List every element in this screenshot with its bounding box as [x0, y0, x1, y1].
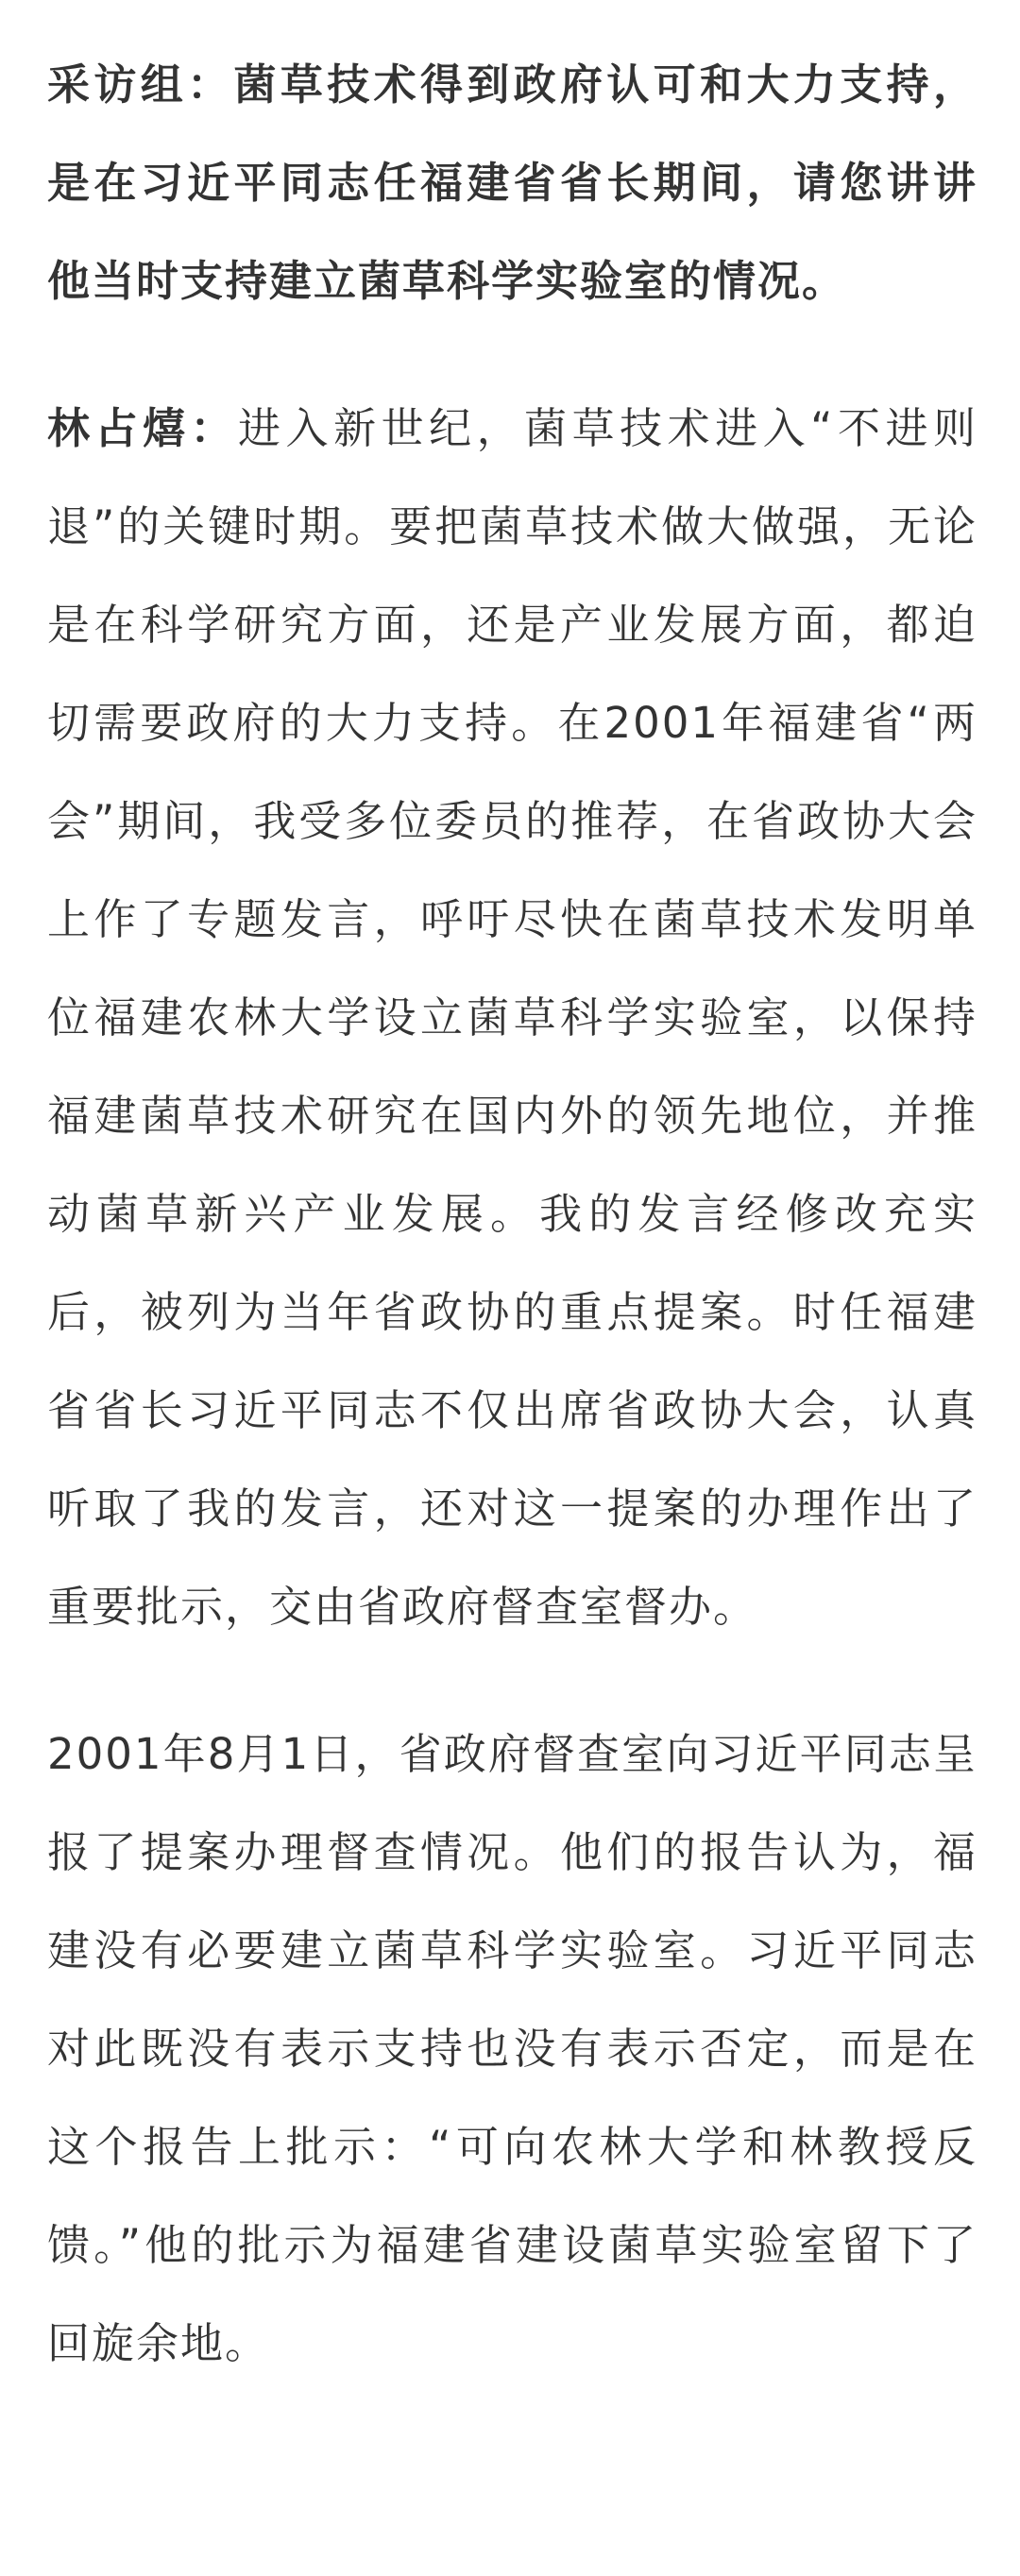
paragraph-3: 2001年8月1日，省政府督查室向习近平同志呈报了提案办理督查情况。他们的报告认为，福建没有必要建立菌草科学实验室。习近平同志对此既没有表示支持也没有表示否定，而是在这个报告上批示：“可向农林大学和林教授反馈。”他的批示为福建省建设菌草实验室留下了回旋余地。 [47, 1729, 978, 2368]
interview-answer [47, 380, 978, 1656]
article-body [47, 36, 978, 2442]
interview-question: 采访组：菌草技术得到政府认可和大力支持，是在习近平同志任福建省省长期间，请您讲讲他当时支持建立菌草科学实验室的情况。 [47, 59, 978, 306]
speaker-name: 林占熺： [47, 403, 239, 453]
answer-text: 进入新世纪，菌草技术进入“不进则退”的关键时期。要把菌草技术做大做强，无论是在科学研究方面，还是产业发展方面，都迫切需要政府的大力支持。在2001年福建省“两会”期间，我受多位委员的推荐，在省政协大会上作了专题发言，呼吁尽快在菌草技术发明单位福建农林大学设立菌草科学实验室，以保持福建菌草技术研究在国内外的领先地位，并推动菌草新兴产业发展。我的发言经修改充实后，被列为当年省政协的重点提案。时任福建省省长习近平同志不仅出席省政协大会，认真听取了我的发言，还对这一提案的办理作出了重要批示，交由省政府督查室督办。 [47, 403, 978, 1632]
